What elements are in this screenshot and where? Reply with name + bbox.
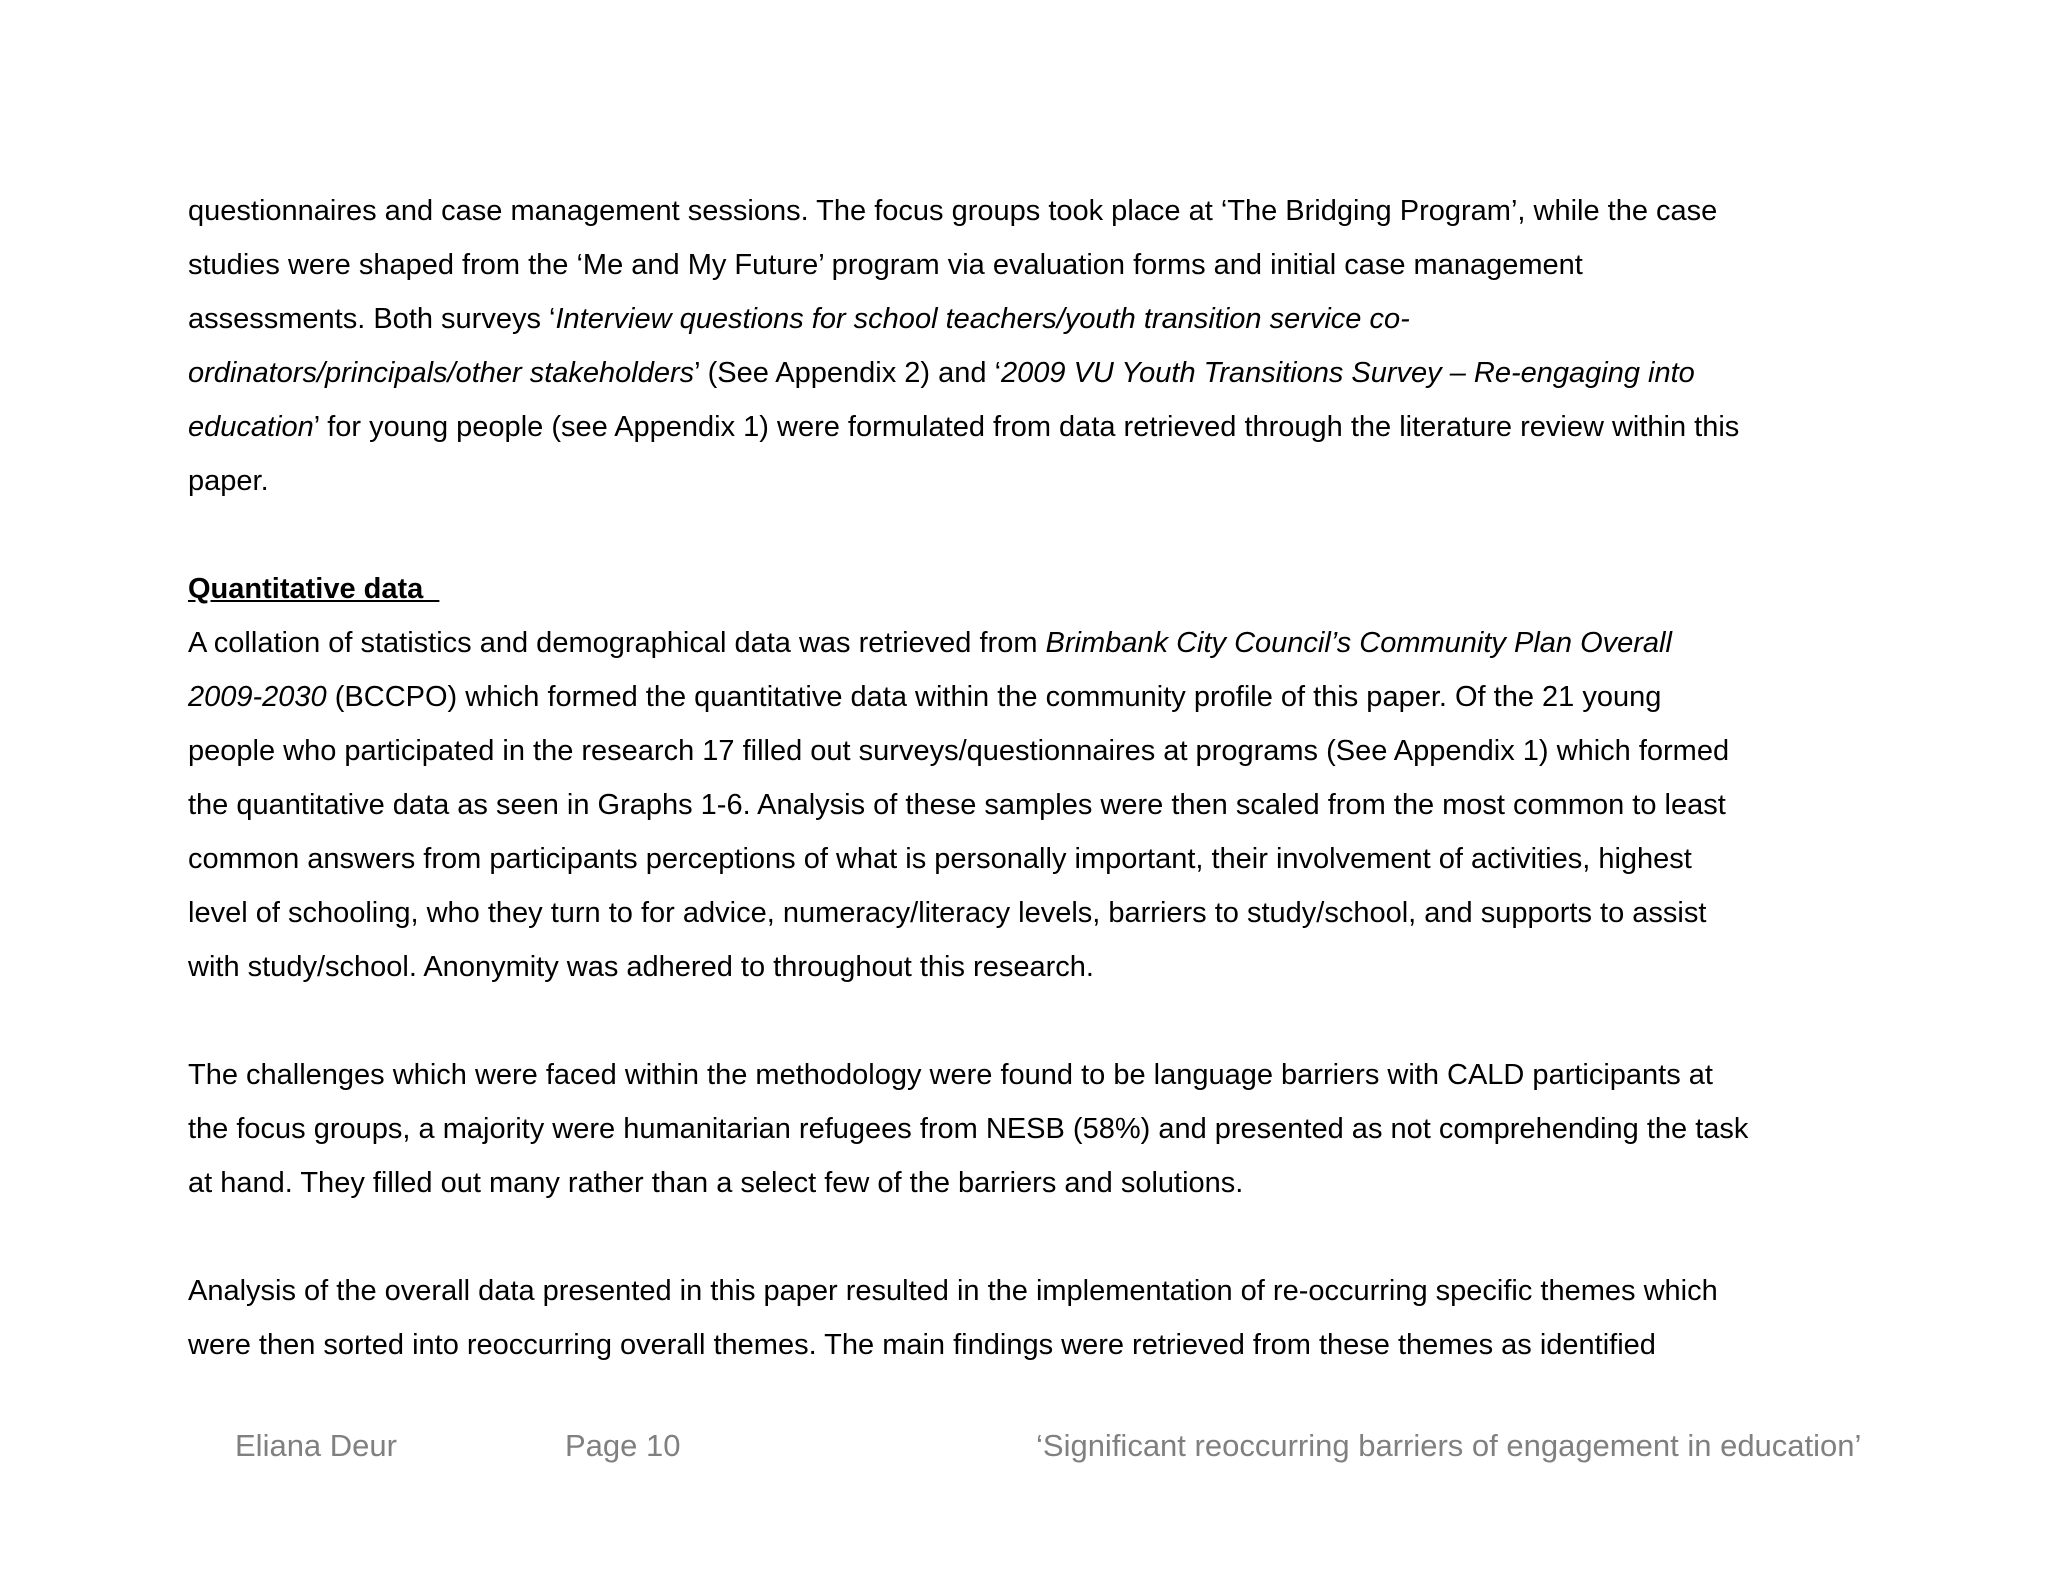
blank-line: [188, 1210, 1900, 1264]
text-run: A collation of statistics and demographical data was retrieved from: [188, 627, 1046, 659]
text-line: [188, 400, 1900, 454]
text-line: at hand. They filled out many rather than a select few of the barriers and solutions.: [188, 1167, 1244, 1199]
blank-line: [188, 508, 1900, 562]
source-title-italic: Brimbank City Council’s Community Plan Overall: [1045, 627, 1672, 659]
text-line: paper.: [188, 465, 269, 497]
text-run: assessments. Both surveys ‘: [188, 303, 556, 335]
paragraph-analysis: [188, 1264, 1900, 1372]
section-heading: Quantitative data: [188, 573, 440, 605]
text-line: level of schooling, who they turn to for advice, numeracy/literacy levels, barriers to study/school, and supports to assist: [188, 897, 1707, 929]
paragraph-challenges: [188, 1048, 1900, 1210]
text-line: Analysis of the overall data presented in this paper resulted in the implementation of re-occurring specific themes which: [188, 1275, 1718, 1307]
text-line: the focus groups, a majority were humanitarian refugees from NESB (58%) and presented as not comprehending the task: [188, 1113, 1749, 1145]
survey-title-italic: education: [188, 411, 314, 443]
text-run: ’ for young people (see Appendix 1) were formulated from data retrieved through the literature review within this: [313, 411, 1740, 443]
footer-document-title: ‘Significant reoccurring barriers of engagement in education’: [1036, 1428, 1862, 1463]
survey-title-italic: ordinators/principals/other stakeholders: [188, 357, 695, 389]
footer-author: Eliana Deur: [235, 1428, 397, 1463]
text-line: the quantitative data as seen in Graphs 1-6. Analysis of these samples were then scaled from the most common to least: [188, 789, 1726, 821]
text-line: were then sorted into reoccurring overall themes. The main findings were retrieved from these themes as identified: [188, 1329, 1656, 1361]
text-run: (BCCPO) which formed the quantitative data within the community profile of this paper. Of the 21 young: [326, 681, 1662, 713]
survey-title-italic: 2009 VU Youth Transitions Survey – Re-engaging into: [1001, 357, 1695, 389]
source-title-italic: 2009-2030: [188, 681, 327, 713]
text-line: [188, 670, 1900, 724]
text-line: studies were shaped from the ‘Me and My Future’ program via evaluation forms and initial case management: [188, 249, 1583, 281]
paragraph-quantitative: [188, 616, 1900, 994]
text-line: [188, 292, 1900, 346]
survey-title-italic: Interview questions for school teachers/youth transition service co-: [555, 303, 1410, 335]
footer-page-number: Page 10: [565, 1428, 681, 1463]
text-line: The challenges which were faced within the methodology were found to be language barriers with CALD participants at: [188, 1059, 1713, 1091]
text-line: people who participated in the research 17 filled out surveys/questionnaires at programs (See Appendix 1) which formed: [188, 735, 1730, 767]
document-body: [188, 184, 1900, 1372]
paragraph-methods: [188, 184, 1900, 508]
text-line: [188, 616, 1900, 670]
text-line: common answers from participants perceptions of what is personally important, their involvement of activities, highest: [188, 843, 1692, 875]
blank-line: [188, 994, 1900, 1048]
text-line: questionnaires and case management sessions. The focus groups took place at ‘The Bridging Program’, while the case: [188, 195, 1718, 227]
text-run: ’ (See Appendix 2) and ‘: [694, 357, 1002, 389]
text-line: with study/school. Anonymity was adhered to throughout this research.: [188, 951, 1094, 983]
text-line: [188, 346, 1900, 400]
